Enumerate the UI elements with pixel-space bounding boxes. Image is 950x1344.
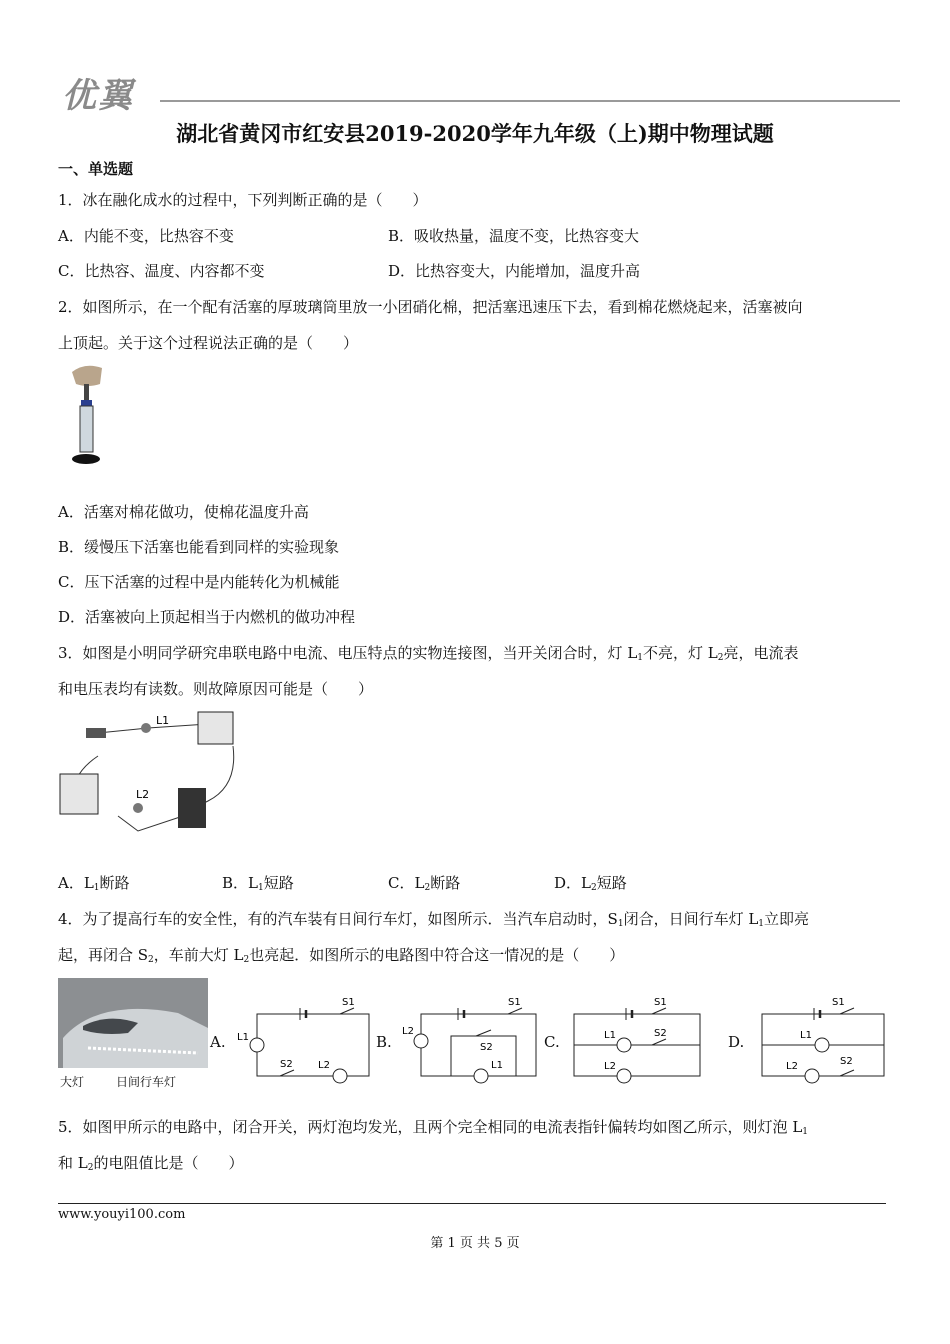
q4-option-b-letter: B. bbox=[376, 1033, 392, 1051]
bulb-l1 bbox=[474, 1069, 488, 1083]
car-photo bbox=[58, 978, 208, 1093]
series-circuit-figure bbox=[58, 706, 268, 836]
piston-cap bbox=[81, 400, 92, 406]
bulb-l1 bbox=[815, 1038, 829, 1052]
label-s1: S1 bbox=[832, 997, 845, 1008]
bulb-l2 bbox=[133, 803, 143, 813]
q3-stem-line2: 和电压表均有读数。则故障原因可能是（ ） bbox=[58, 680, 374, 698]
label-headlight: 大灯 bbox=[60, 1075, 85, 1089]
bulb-l1 bbox=[141, 723, 151, 733]
q3-option-d: D．$L_2$短路 bbox=[554, 874, 627, 893]
switch-s1 bbox=[840, 1008, 854, 1014]
q4-option-d-letter: D. bbox=[728, 1033, 745, 1051]
q2-option-c: C．压下活塞的过程中是内能转化为机械能 bbox=[58, 573, 340, 591]
q2-stem-line1: 2．如图所示，在一个配有活塞的厚玻璃筒里放一小团硝化棉，把活塞迅速压下去，看到棉花燃烧起来，活塞被向 bbox=[58, 298, 803, 316]
q4-stem-line1: 4．为了提高行车的安全性，有的汽车装有日间行车灯，如图所示．当汽车启动时，$S_1$闭合，日间行车灯 $L_1$立即亮 bbox=[58, 910, 810, 929]
label-s1: S1 bbox=[508, 997, 521, 1008]
bulb-l2 bbox=[805, 1069, 819, 1083]
q1-option-b: B．吸收热量，温度不变，比热容变大 bbox=[388, 227, 640, 245]
header-rule bbox=[160, 100, 900, 102]
wire bbox=[118, 816, 183, 831]
switch-s1 bbox=[652, 1008, 666, 1014]
switch-s2 bbox=[840, 1070, 854, 1076]
switch-s2 bbox=[280, 1070, 294, 1076]
bulb-l2 bbox=[414, 1034, 428, 1048]
label-l2: L2 bbox=[136, 788, 150, 801]
label-s2: S2 bbox=[480, 1042, 493, 1053]
q3-option-c: C．$L_2$断路 bbox=[388, 874, 461, 893]
label-l1: L1 bbox=[491, 1060, 503, 1071]
switch-s2 bbox=[652, 1039, 666, 1045]
piston-figure bbox=[60, 362, 110, 472]
label-s2: S2 bbox=[280, 1059, 293, 1070]
label-l1: L1 bbox=[604, 1030, 616, 1041]
section-heading: 一、单选题 bbox=[58, 160, 134, 178]
label-l2: L2 bbox=[786, 1061, 798, 1072]
q5-stem-line2: 和 $L_2$的电阻值比是（ ） bbox=[58, 1154, 244, 1173]
tube-base bbox=[72, 454, 100, 464]
q5-stem-line1: 5．如图甲所示的电路中，闭合开关，两灯泡均发光，且两个完全相同的电流表指针偏转均如图乙所示，则灯泡 $L_1$ bbox=[58, 1118, 809, 1137]
logo: 优翼 bbox=[62, 76, 134, 116]
q3-option-b: B．$L_1$短路 bbox=[222, 874, 294, 893]
circuit-a bbox=[232, 996, 372, 1086]
q4-stem-line2: 起，再闭合 $S_2$，车前大灯 $L_2$也亮起．如图所示的电路图中符合这一情况的是（ ） bbox=[58, 946, 625, 965]
circuit-d bbox=[756, 996, 891, 1086]
page-number: 第 1 页 共 5 页 bbox=[430, 1236, 520, 1251]
q4-option-c-letter: C. bbox=[544, 1033, 560, 1051]
q4-option-a-letter: A. bbox=[210, 1033, 226, 1051]
label-l2: L2 bbox=[402, 1026, 414, 1037]
label-l1: L1 bbox=[156, 714, 170, 727]
circuit-b bbox=[396, 996, 541, 1086]
glass-tube bbox=[80, 406, 93, 452]
circuit-frame bbox=[421, 1014, 536, 1076]
label-drl: 日间行车灯 bbox=[116, 1075, 177, 1089]
switch-s1 bbox=[508, 1008, 522, 1014]
switch-s1 bbox=[340, 1008, 354, 1014]
circuit-frame bbox=[257, 1014, 369, 1076]
label-l2: L2 bbox=[604, 1061, 616, 1072]
circuit-c bbox=[568, 996, 708, 1086]
q2-option-d: D．活塞被向上顶起相当于内燃机的做功冲程 bbox=[58, 608, 356, 626]
switch-component bbox=[86, 728, 106, 738]
label-s1: S1 bbox=[654, 997, 667, 1008]
label-s2: S2 bbox=[840, 1056, 853, 1067]
q2-option-b: B．缓慢压下活塞也能看到同样的实验现象 bbox=[58, 538, 340, 556]
bulb-l1 bbox=[250, 1038, 264, 1052]
meter-left bbox=[60, 774, 98, 814]
meter-top bbox=[198, 712, 233, 744]
footer-rule bbox=[58, 1203, 886, 1204]
label-s2: S2 bbox=[654, 1028, 667, 1039]
q2-option-a: A．活塞对棉花做功，使棉花温度升高 bbox=[58, 503, 309, 521]
q1-option-d: D．比热容变大，内能增加，温度升高 bbox=[388, 262, 641, 280]
piston-rod bbox=[84, 384, 89, 402]
bulb-l2 bbox=[333, 1069, 347, 1083]
switch-s2 bbox=[476, 1030, 491, 1036]
q2-stem-line2: 上顶起。关于这个过程说法正确的是（ ） bbox=[58, 334, 359, 352]
label-l1: L1 bbox=[800, 1030, 812, 1041]
q1-stem: 1．冰在融化成水的过程中，下列判断正确的是（ ） bbox=[58, 191, 428, 209]
label-s1: S1 bbox=[342, 997, 355, 1008]
bulb-l2 bbox=[617, 1069, 631, 1083]
battery-box bbox=[178, 788, 206, 828]
footer-url: www.youyi100.com bbox=[58, 1207, 186, 1222]
q3-stem-line1: 3．如图是小明同学研究串联电路中电流、电压特点的实物连接图，当开关闭合时，灯 $L_1$不亮，灯 $L_2$亮，电流表 bbox=[58, 644, 799, 663]
label-l2: L2 bbox=[318, 1060, 330, 1071]
hand-shape bbox=[72, 366, 102, 386]
q1-option-a: A．内能不变，比热容不变 bbox=[58, 227, 234, 245]
q3-option-a: A．$L_1$断路 bbox=[58, 874, 130, 893]
q1-option-c: C．比热容、温度、内容都不变 bbox=[58, 262, 265, 280]
label-l1: L1 bbox=[237, 1032, 249, 1043]
page-title: 湖北省黄冈市红安县2019-2020学年九年级（上)期中物理试题 bbox=[176, 121, 774, 146]
bulb-l1 bbox=[617, 1038, 631, 1052]
